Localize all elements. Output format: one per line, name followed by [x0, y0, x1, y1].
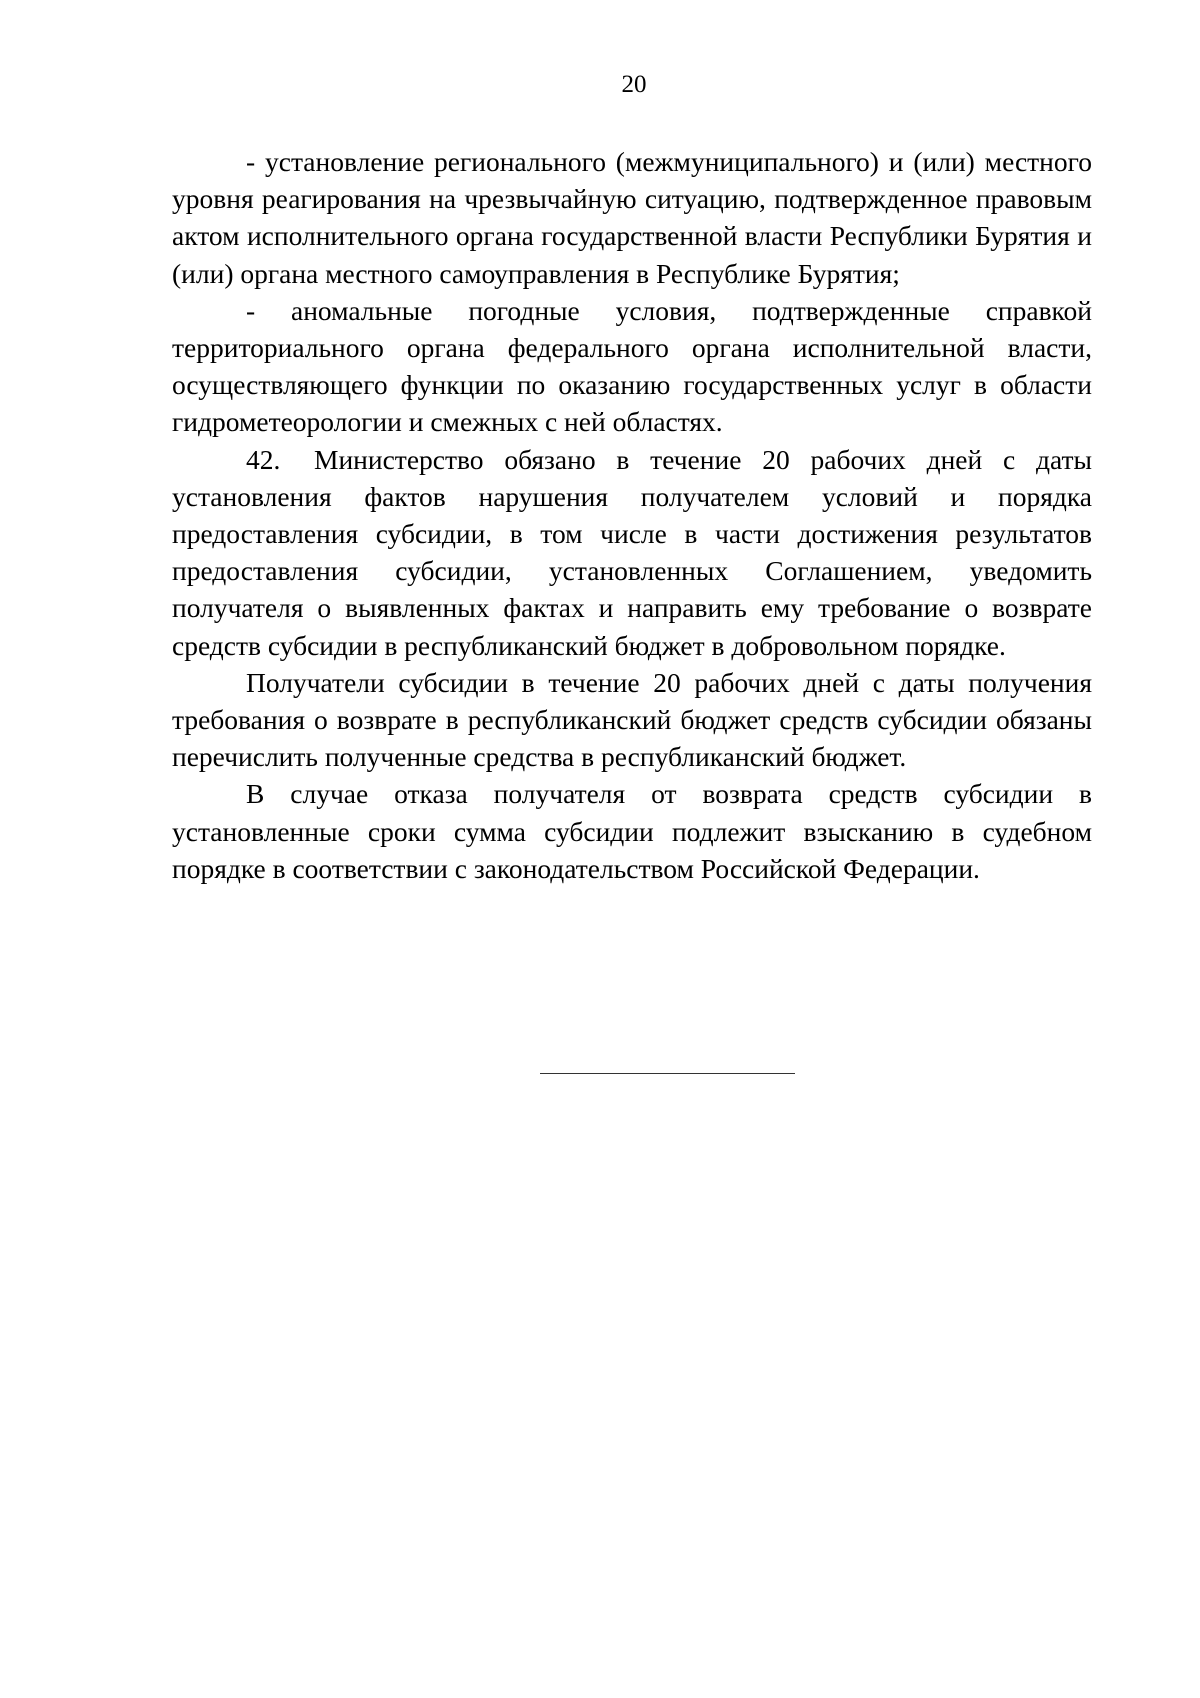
paragraph-number: 42.: [246, 443, 281, 475]
paragraph-refusal-case: В случае отказа получателя от возврата средств субсидии в установленные сроки сумма субсидии подлежит взысканию в судебном порядке в соответствии с законодательством Российской Федерации.: [172, 778, 1092, 884]
document-body: [172, 143, 1092, 887]
paragraph-recipients-obligation: Получатели субсидии в течение 20 рабочих дней с даты получения требования о возврате в республиканский бюджет средств субсидии обязаны перечислить полученные средства в республиканский бюджет.: [172, 666, 1092, 773]
end-separator-line: [540, 1073, 795, 1074]
paragraph-response-level: - установление регионального (межмуниципального) и (или) местного уровня реагирования на чрезвычайную ситуацию, подтвержденное правовым актом исполнительного органа государственной власти Республики Бурятия и (или) органа местного самоуправления в Республике Бурятия;: [172, 146, 1092, 289]
paragraph-42-text: Министерство обязано в течение 20 рабочих дней с даты установления фактов нарушения получателем условий и порядка предоставления субсидии, в том числе в части достижения результатов предоставления субсидии, установленных Соглашением, уведомить получателя о выявленных фактах и направить ему требование о возврате средств субсидии в республиканский бюджет в добровольном порядке.: [172, 443, 1092, 661]
page-number: 20: [621, 71, 647, 98]
paragraph-42: [172, 441, 1092, 664]
paragraph-weather-conditions: - аномальные погодные условия, подтвержденные справкой территориального органа федерального органа исполнительной власти, осуществляющего функции по оказанию государственных услуг в области гидрометеорологии и смежных с ней областях.: [172, 294, 1092, 438]
